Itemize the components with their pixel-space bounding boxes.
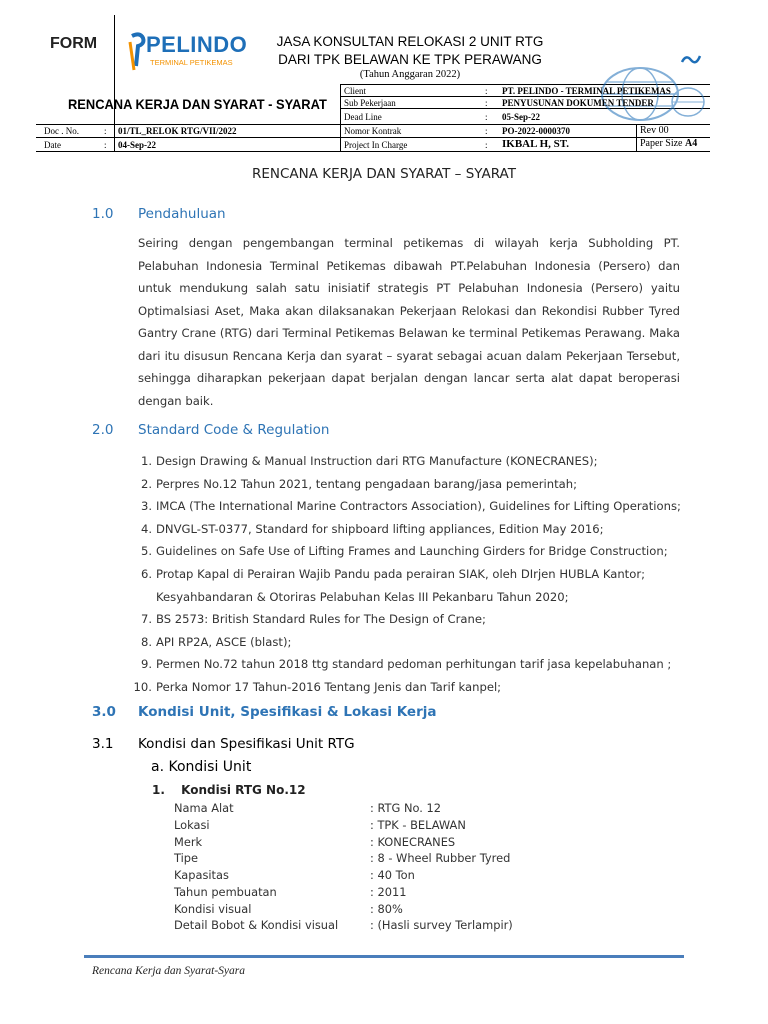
list-item-text: Permen No.72 tahun 2018 ttg standard pedoman perhitungan tarif jasa kepelabuhanan ; xyxy=(156,657,672,672)
list-item xyxy=(130,631,690,654)
paper-size xyxy=(640,138,697,149)
docno-value: 01/TL_RELOK RTG/VII/2022 xyxy=(118,126,237,136)
date-value: 04-Sep-22 xyxy=(118,140,156,150)
list-item xyxy=(130,676,690,699)
spec-value: : 2011 xyxy=(370,885,407,899)
list-item-text: Perpres No.12 Tahun 2021, tentang pengadaan barang/jasa pemerintah; xyxy=(156,476,578,491)
spec-key: Merk xyxy=(174,835,203,849)
header-rule xyxy=(36,137,710,138)
client-value: PT. PELINDO - TERMINAL PETIKEMAS xyxy=(502,86,671,96)
list-item-text: Perka Nomor 17 Tahun-2016 Tentang Jenis dan Tarif kanpel; xyxy=(156,679,502,694)
form-label: FORM xyxy=(50,35,98,52)
document-title: RENCANA KERJA DAN SYARAT - SYARAT xyxy=(68,96,327,112)
pic-label: Project In Charge xyxy=(344,140,408,150)
list-item xyxy=(130,653,690,676)
list-item-number: 2. xyxy=(140,476,152,491)
list-item xyxy=(130,540,690,563)
list-item-text: IMCA (The International Marine Contractors Association), Guidelines for Lifting Operations; xyxy=(156,499,681,514)
list-item-text: BS 2573: British Standard Rules for The Design of Crane; xyxy=(156,612,486,627)
wave-icon xyxy=(680,52,702,68)
header-divider xyxy=(114,15,115,152)
list-item-text: Protap Kapal di Perairan Wajib Pandu pada perairan SIAK, oleh DIrjen HUBLA Kantor; Kesyahbandaran & Otoriras Pelabuhan Kelas III Pekanbaru Tahun 2020; xyxy=(156,566,645,604)
unit-heading xyxy=(152,783,306,797)
list-item-text: API RP2A, ASCE (blast); xyxy=(156,634,292,649)
unit-title: Kondisi RTG No.12 xyxy=(181,783,306,797)
spec-key: Nama Alat xyxy=(174,801,234,815)
project-title-line2: DARI TPK BELAWAN KE TPK PERAWANG xyxy=(278,52,542,67)
list-item-number: 7. xyxy=(140,612,152,627)
section-1-title: Pendahuluan xyxy=(138,206,226,222)
spec-value: : (Hasli survey Terlampir) xyxy=(370,918,513,932)
spec-value: : 40 Ton xyxy=(370,868,415,882)
separator: : xyxy=(485,86,488,96)
separator: : xyxy=(104,126,107,136)
spec-value: : RTG No. 12 xyxy=(370,801,441,815)
unit-number: 1. xyxy=(152,783,165,797)
subwork-label: Sub Pekerjaan xyxy=(344,98,396,108)
footer-rule xyxy=(84,955,684,958)
spec-key: Tipe xyxy=(174,851,199,865)
deadline-label: Dead Line xyxy=(344,112,382,122)
pelindo-logo xyxy=(124,30,248,74)
spec-key: Lokasi xyxy=(174,818,210,832)
docno-label: Doc . No. xyxy=(44,126,79,136)
spec-value: : 80% xyxy=(370,902,403,916)
list-item-number: 5. xyxy=(140,544,152,559)
list-item-number: 9. xyxy=(140,657,152,672)
pic-value: IKBAL H, ST. xyxy=(502,138,570,150)
spec-value: : 8 - Wheel Rubber Tyred xyxy=(370,851,511,865)
list-item-text: Design Drawing & Manual Instruction dari RTG Manufacture (KONECRANES); xyxy=(156,454,598,468)
spec-value: : TPK - BELAWAN xyxy=(370,818,466,832)
spec-key: Tahun pembuatan xyxy=(174,885,277,899)
list-item-number: 4. xyxy=(140,521,152,536)
list-item xyxy=(130,473,690,496)
list-item xyxy=(130,495,690,518)
section-2-title: Standard Code & Regulation xyxy=(138,422,330,438)
client-label: Client xyxy=(344,86,366,96)
header-divider xyxy=(636,124,637,152)
list-item-number: 6. xyxy=(140,566,152,581)
spec-key: Detail Bobot & Kondisi visual xyxy=(174,918,339,932)
paper-size-label: Paper Size xyxy=(640,138,683,149)
logo-text: PELINDO xyxy=(146,32,248,57)
subsection-a: a. Kondisi Unit xyxy=(151,759,252,775)
paper-size-value: A4 xyxy=(685,138,698,149)
header-rule xyxy=(36,151,710,152)
list-item-number: 10. xyxy=(133,679,152,694)
main-title: RENCANA KERJA DAN SYARAT – SYARAT xyxy=(252,166,516,182)
spec-key: Kapasitas xyxy=(174,868,229,882)
list-item xyxy=(130,518,690,541)
list-item-text: DNVGL-ST-0377, Standard for shipboard lifting appliances, Edition May 2016; xyxy=(156,521,604,536)
list-item xyxy=(130,450,690,473)
separator: : xyxy=(485,112,488,122)
section-3-1-title: Kondisi dan Spesifikasi Unit RTG xyxy=(138,736,355,752)
separator: : xyxy=(485,140,488,150)
regulation-list xyxy=(130,450,690,699)
separator: : xyxy=(485,98,488,108)
list-item xyxy=(130,563,690,608)
date-label: Date xyxy=(44,140,61,150)
subwork-value: PENYUSUNAN DOKUMEN TENDER xyxy=(502,98,654,108)
header-divider xyxy=(340,84,341,152)
spec-value: : KONECRANES xyxy=(370,835,456,849)
list-item-number: 8. xyxy=(140,634,152,649)
contract-value: PO-2022-0000370 xyxy=(502,126,570,136)
deadline-value: 05-Sep-22 xyxy=(502,112,540,122)
separator: : xyxy=(485,126,488,136)
pelindo-logo-icon xyxy=(126,30,148,72)
spec-key: Kondisi visual xyxy=(174,902,252,916)
section-3-title: Kondisi Unit, Spesifikasi & Lokasi Kerja xyxy=(138,704,437,720)
section-1-paragraph: Seiring dengan pengembangan terminal petikemas di wilayah kerja Subholding PT. Pelabuhan Indonesia Terminal Petikemas dibawah PT.Pelabuhan Indonesia (Persero) dan untuk mendukung salah satu inisiatif strategis PT Pelabuhan Indonesia (Persero) yaitu Optimalsiasi Aset, Maka akan dilaksanakan Pekerjaan Relokasi dan Rekondisi Rubber Tyred Gantry Crane (RTG) dari Terminal Petikemas Belawan ke terminal Petikemas Perawang. Maka dari itu disusun Rencana Kerja dan syarat – syarat sebagai acuan dalam Pekerjaan Tersebut, sehingga diharapkan pekerjaan dapat berjalan dengan lancar serta alat dapat beroperasi dengan baik. xyxy=(138,236,680,408)
project-title-line1: JASA KONSULTAN RELOKASI 2 UNIT RTG xyxy=(276,34,544,49)
section-1-number: 1.0 xyxy=(92,206,114,222)
logo-subtext: TERMINAL PETIKEMAS xyxy=(150,58,233,67)
separator: : xyxy=(104,140,107,150)
footer-text: Rencana Kerja dan Syarat-Syara xyxy=(92,965,245,977)
section-3-1-number: 3.1 xyxy=(92,736,114,752)
list-item-number: 1. xyxy=(140,454,152,468)
contract-label: Nomor Kontrak xyxy=(344,126,402,136)
list-item-text: Guidelines on Safe Use of Lifting Frames and Launching Girders for Bridge Construction; xyxy=(156,544,668,559)
header-rule xyxy=(36,124,710,125)
list-item-number: 3. xyxy=(140,499,152,514)
list-item xyxy=(130,608,690,631)
budget-year: (Tahun Anggaran 2022) xyxy=(359,69,461,80)
section-3-number: 3.0 xyxy=(92,704,116,720)
revision: Rev 00 xyxy=(640,125,669,136)
section-2-number: 2.0 xyxy=(92,422,114,438)
